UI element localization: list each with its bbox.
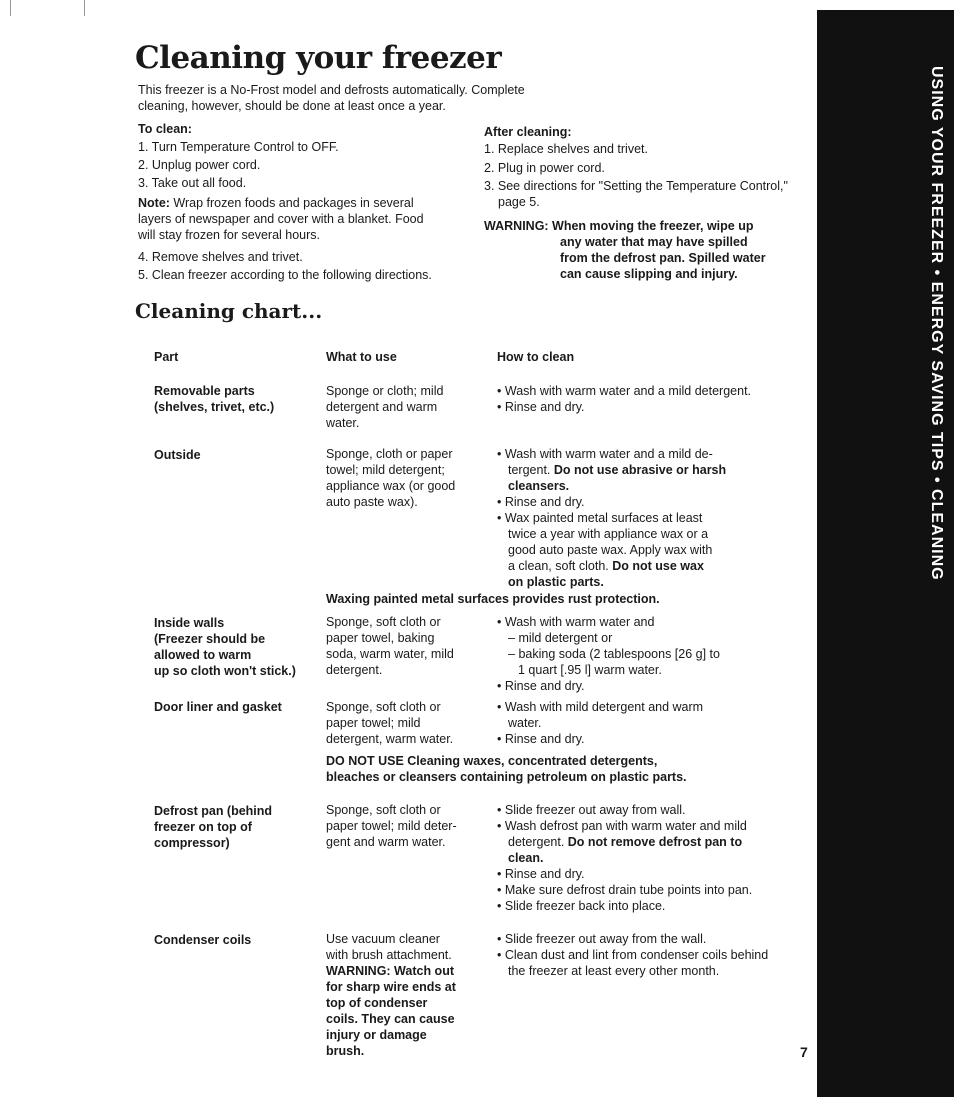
step: 3. Take out all food. (138, 176, 247, 190)
to-clean-heading: To clean: (138, 122, 192, 136)
row-part-removable: Removable parts (shelves, trivet, etc.) (154, 384, 275, 414)
step: 3. See directions for "Setting the Temperature Control," (484, 179, 788, 193)
warning-label: WARNING: (484, 219, 549, 233)
scan-mark (10, 0, 11, 16)
row-what-removable: Sponge or cloth; mild detergent and warm water. (326, 384, 444, 430)
row-what-defrost: Sponge, soft cloth or paper towel; mild deter- gent and warm water. (326, 803, 457, 849)
after-cleaning-heading: After cleaning: (484, 125, 572, 139)
to-clean-section (138, 121, 468, 283)
row-what-condenser: Use vacuum cleaner with brush attachment. WARNING: Watch out for sharp wire ends at top of condenser coils. They can cause injury or damage brush. (326, 932, 456, 1058)
column-header-what: What to use (326, 350, 397, 364)
column-header-how: How to clean (497, 350, 575, 364)
row-how-inside: • Wash with warm water and – mild detergent or – baking soda (2 tablespoons [26 g] to 1 quart [.95 l] warm water. • Rinse and dry. (497, 614, 720, 694)
row-what-door: Sponge, soft cloth or paper towel; mild detergent, warm water. (326, 700, 454, 746)
row-how-defrost: • Slide freezer out away from wall. • Wash defrost pan with warm water and mild detergent. Do not remove defrost pan to clean. • Rinse and dry. • Make sure defrost drain tube points into pan. • Slide freezer back into place. (497, 802, 752, 914)
step: 1. Replace shelves and trivet. (484, 142, 648, 156)
waxing-note: Waxing painted metal surfaces provides rust protection. (326, 592, 660, 606)
row-how-outside: • Wash with warm water and a mild de- tergent. Do not use abrasive or harsh cleansers. • Rinse and dry. • Wax painted metal surfaces at least twice a year with appliance wax or a good auto paste wax. Apply wax with a clean, soft cloth. Do not use wax on plastic parts. (497, 446, 797, 590)
do-not-use-note: DO NOT USE Cleaning waxes, concentrated detergents, bleaches or cleansers containing petroleum on plastic parts. (326, 754, 687, 784)
page-title: Cleaning your freezer (135, 40, 502, 76)
step: 5. Clean freezer according to the following directions. (138, 268, 432, 282)
row-part-door: Door liner and gasket (154, 700, 282, 714)
row-what-inside: Sponge, soft cloth or paper towel, baking soda, warm water, mild detergent. (326, 615, 454, 677)
row-how-removable: • Wash with warm water and a mild detergent. • Rinse and dry. (497, 383, 751, 415)
row-how-door: • Wash with mild detergent and warm water. • Rinse and dry. (497, 699, 703, 747)
column-header-part: Part (154, 350, 179, 364)
chart-title: Cleaning chart... (135, 299, 323, 323)
note: Note: Wrap frozen foods and packages in several layers of newspaper and cover with a blanket. Food will stay frozen for several hours. (138, 196, 424, 242)
step: 2. Plug in power cord. (484, 161, 605, 175)
row-what-outside: Sponge, cloth or paper towel; mild detergent; appliance wax (or good auto paste wax). (326, 447, 456, 509)
row-part-condenser: Condenser coils (154, 933, 252, 947)
scan-mark (84, 0, 85, 16)
side-tab (817, 10, 954, 1097)
step: 2. Unplug power cord. (138, 158, 261, 172)
row-part-defrost: Defrost pan (behind freezer on top of compressor) (154, 804, 273, 850)
scan-marks (0, 0, 100, 18)
step: 1. Turn Temperature Control to OFF. (138, 140, 339, 154)
side-tab-label: USING YOUR FREEZER • ENERGY SAVING TIPS • CLEANING (928, 66, 945, 581)
note-label: Note: (138, 196, 170, 210)
warning: WARNING: When moving the freezer, wipe up any water that may have spilled from the defrost pan. Spilled water can cause slipping and injury. (484, 219, 766, 281)
intro-paragraph: This freezer is a No-Frost model and defrosts automatically. Complete cleaning, however, should be done at least once a year. (138, 83, 525, 113)
row-part-inside: Inside walls (Freezer should be allowed to warm up so cloth won't stick.) (154, 616, 296, 678)
after-cleaning-section: After cleaning: 1. Replace shelves and trivet. 2. Plug in power cord. 3. See directions for "Setting the Temperature Control," page 5. WARNING: When moving the freezer, wipe up any water that may have spilled from the defrost pan. Spilled water can cause slipping and injury. (484, 124, 814, 282)
step: 4. Remove shelves and trivet. (138, 250, 303, 264)
page-number: 7 (800, 1044, 808, 1060)
row-part-outside: Outside (154, 448, 201, 462)
row-how-condenser: • Slide freezer out away from the wall. • Clean dust and lint from condenser coils behind the freezer at least every other month. (497, 931, 768, 979)
